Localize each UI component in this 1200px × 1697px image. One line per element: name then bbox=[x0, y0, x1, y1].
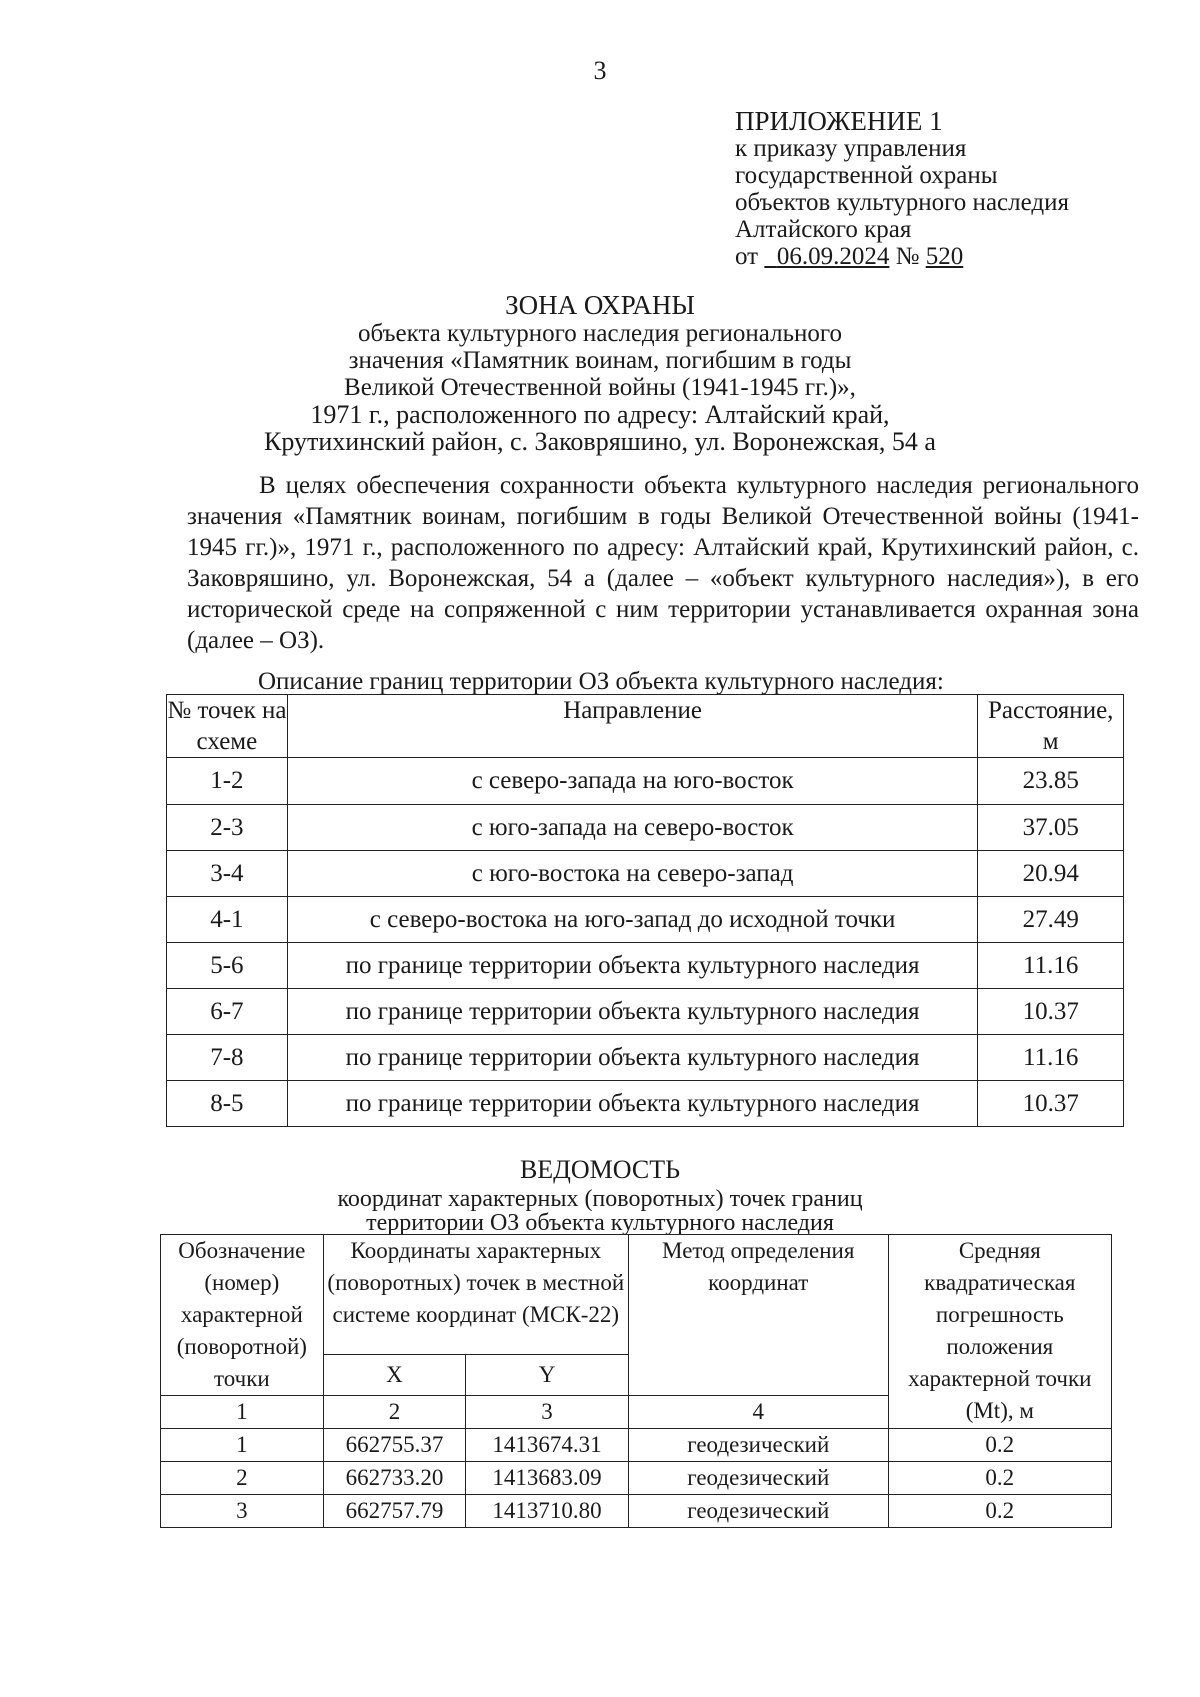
order-number: 520 bbox=[925, 243, 964, 270]
appendix-title: ПРИЛОЖЕНИЕ 1 bbox=[735, 106, 943, 136]
cell-points: 7-8 bbox=[167, 1035, 288, 1081]
cell-method: геодезический bbox=[628, 1429, 888, 1462]
statement-subtitle-line: территории ОЗ объекта культурного наследия bbox=[366, 1210, 834, 1236]
header-coordinates: Координаты характерных (поворотных) точек в местной системе координат (МСК-22) bbox=[323, 1235, 628, 1355]
cell-method: геодезический bbox=[628, 1495, 888, 1528]
cell-points: 8-5 bbox=[167, 1081, 288, 1127]
zone-subtitle-line: значения «Памятник воинам, погибшим в годы bbox=[348, 347, 852, 374]
table-row bbox=[167, 943, 1124, 989]
cell-number: 1 bbox=[161, 1429, 324, 1462]
cell-direction: с северо-востока на юго-запад до исходной точки bbox=[287, 897, 978, 943]
cell-number: 2 bbox=[161, 1462, 324, 1495]
statement-subtitle bbox=[0, 1187, 1200, 1235]
table-row bbox=[167, 897, 1124, 943]
cell-direction: с юго-запада на северо-восток bbox=[287, 805, 978, 851]
appendix-date-line bbox=[735, 243, 1069, 270]
page-number: 3 bbox=[593, 56, 607, 85]
table-row bbox=[167, 989, 1124, 1035]
cell-y: 1413674.31 bbox=[466, 1429, 629, 1462]
order-date: 06.09.2024 bbox=[776, 243, 890, 270]
appendix-block bbox=[735, 108, 1069, 270]
cell-distance: 37.05 bbox=[978, 805, 1124, 851]
cell-direction: по границе территории объекта культурного наследия bbox=[287, 1081, 978, 1127]
table1-caption: Описание границ территории ОЗ объекта культурного наследия: bbox=[258, 668, 944, 695]
appendix-line: государственной охраны bbox=[735, 162, 998, 189]
cell-distance: 10.37 bbox=[978, 989, 1124, 1035]
table-row bbox=[161, 1495, 1112, 1528]
cell-direction: по границе территории объекта культурного наследия bbox=[287, 989, 978, 1035]
cell-direction: по границе территории объекта культурного наследия bbox=[287, 943, 978, 989]
zone-title: ЗОНА ОХРАНЫ bbox=[505, 290, 695, 320]
header-x: X bbox=[323, 1355, 465, 1396]
cell-points: 3-4 bbox=[167, 851, 288, 897]
statement-subtitle-line: координат характерных (поворотных) точек границ bbox=[337, 1186, 863, 1212]
zone-subtitle-line: Крутихинский район, с. Заковряшино, ул. Воронежская, 54 а bbox=[264, 427, 936, 456]
body-paragraph: В целях обеспечения сохранности объекта культурного наследия регионального значения «Памятник воинам, погибшим в годы Великой Отечественной войны (1941-1945 гг.)», 1971 г., расположенного по адресу: Алтайский край, Крутихинский район, с. Заковряшино, ул. Воронежская, 54 а (далее – «объект культурного наследия»), в его исторической среде на сопряженной с ним территории устанавливается охранная зона (далее – ОЗ). bbox=[187, 472, 1139, 654]
cell-distance: 27.49 bbox=[978, 897, 1124, 943]
table-row bbox=[161, 1429, 1112, 1462]
cell-direction: с юго-востока на северо-запад bbox=[287, 851, 978, 897]
cell-points: 6-7 bbox=[167, 989, 288, 1035]
col-number: 4 bbox=[628, 1396, 888, 1429]
table-row bbox=[167, 758, 1124, 805]
table-row bbox=[161, 1462, 1112, 1495]
header-points: № точек на схеме bbox=[167, 695, 288, 758]
cell-distance: 20.94 bbox=[978, 851, 1124, 897]
cell-error: 0.2 bbox=[888, 1495, 1111, 1528]
statement-title: ВЕДОМОСТЬ bbox=[519, 1155, 681, 1184]
col-number: 3 bbox=[466, 1396, 629, 1429]
cell-x: 662733.20 bbox=[323, 1462, 465, 1495]
cell-points: 4-1 bbox=[167, 897, 288, 943]
table-row bbox=[167, 1081, 1124, 1127]
cell-error: 0.2 bbox=[888, 1462, 1111, 1495]
table-row bbox=[167, 1035, 1124, 1081]
appendix-line: объектов культурного наследия bbox=[735, 189, 1069, 216]
table-row bbox=[167, 851, 1124, 897]
cell-error: 0.2 bbox=[888, 1429, 1111, 1462]
number-prefix: № bbox=[895, 243, 920, 270]
cell-direction: по границе территории объекта культурного наследия bbox=[287, 1035, 978, 1081]
cell-points: 1-2 bbox=[167, 758, 288, 805]
header-y: Y bbox=[466, 1355, 629, 1396]
header-distance: Расстояние, м bbox=[978, 695, 1124, 758]
cell-x: 662757.79 bbox=[323, 1495, 465, 1528]
zone-subtitle bbox=[0, 320, 1200, 455]
header-designation: Обозначение (номер) характерной (поворотной) точки bbox=[161, 1235, 324, 1396]
cell-x: 662755.37 bbox=[323, 1429, 465, 1462]
header-direction: Направление bbox=[287, 695, 978, 758]
appendix-line: к приказу управления bbox=[735, 135, 967, 162]
zone-subtitle-line: 1971 г., расположенного по адресу: Алтайский край, bbox=[310, 400, 890, 429]
cell-points: 5-6 bbox=[167, 943, 288, 989]
cell-direction: с северо-запада на юго-восток bbox=[287, 758, 978, 805]
date-prefix: от bbox=[735, 243, 759, 270]
cell-distance: 23.85 bbox=[978, 758, 1124, 805]
header-method: Метод определения координат bbox=[628, 1235, 888, 1396]
appendix-line: Алтайского края bbox=[735, 216, 912, 243]
zone-subtitle-line: объекта культурного наследия регионального bbox=[358, 320, 842, 347]
col-number: 2 bbox=[323, 1396, 465, 1429]
table-row bbox=[167, 805, 1124, 851]
table-header-row bbox=[161, 1235, 1112, 1355]
coordinates-table bbox=[160, 1234, 1112, 1528]
cell-distance: 11.16 bbox=[978, 943, 1124, 989]
cell-method: геодезический bbox=[628, 1462, 888, 1495]
boundary-table bbox=[166, 694, 1124, 1127]
table-header-row bbox=[167, 695, 1124, 758]
cell-points: 2-3 bbox=[167, 805, 288, 851]
cell-distance: 11.16 bbox=[978, 1035, 1124, 1081]
cell-y: 1413683.09 bbox=[466, 1462, 629, 1495]
col-number: 1 bbox=[161, 1396, 324, 1429]
cell-distance: 10.37 bbox=[978, 1081, 1124, 1127]
header-error: Средняя квадратическая погрешность положения характерной точки (Mt), м bbox=[888, 1235, 1111, 1429]
cell-number: 3 bbox=[161, 1495, 324, 1528]
cell-y: 1413710.80 bbox=[466, 1495, 629, 1528]
zone-subtitle-line: Великой Отечественной войны (1941-1945 гг.)», bbox=[344, 374, 856, 401]
